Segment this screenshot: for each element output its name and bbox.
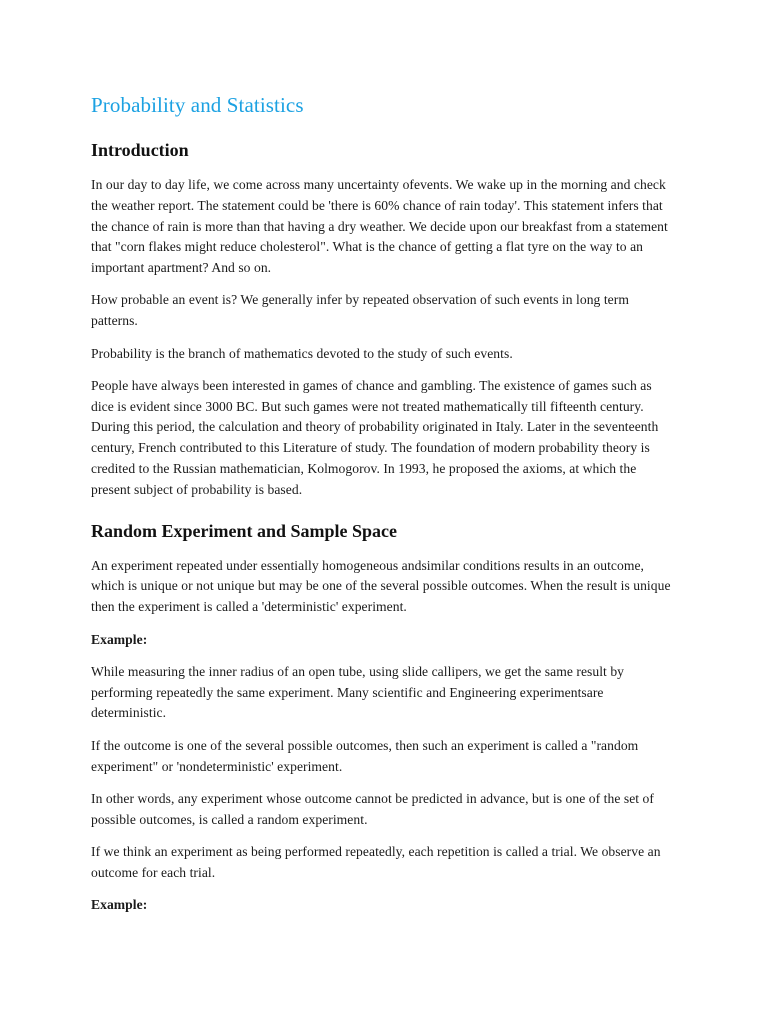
intro-paragraph-4: People have always been interested in games of chance and gambling. The existence of games such as dice is evident since 3000 BC. But such games were not treated mathematically till fifteenth century. During this period, the calculation and theory of probability originated in Italy. Later in the seventeenth century, French contributed to this Literature of study. The foundation of modern probability theory is credited to the Russian mathematician, Kolmogorov. In 1993, he proposed the axioms, at which the present subject of probability is based. xyxy=(91,377,659,497)
intro-paragraph-3: Probability is the branch of mathematics devoted to the study of such events. xyxy=(91,345,513,361)
document-title: Probability and Statistics xyxy=(91,93,304,117)
example-label-2: Example: xyxy=(91,897,148,913)
random-paragraph-2: While measuring the inner radius of an open tube, using slide callipers, we get the same result by performing repeatedly the same experiment. Many scientific and Engineering experimentsare deterministic. xyxy=(91,663,625,721)
section-heading-random-experiment: Random Experiment and Sample Space xyxy=(91,520,398,541)
section-heading-introduction: Introduction xyxy=(91,140,189,160)
intro-paragraph-1: In our day to day life, we come across many uncertainty ofevents. We wake up in the morning and check the weather report. The statement could be 'there is 60% chance of rain today'. This statement infers that the chance of rain is more than that having a dry weather. We decide upon our breakfast from a statement that "corn flakes might reduce cholesterol". What is the chance of getting a flat tyre on the way to an important apartment? And so on. xyxy=(91,177,668,276)
intro-paragraph-2: How probable an event is? We generally infer by repeated observation of such events in long term patterns. xyxy=(91,292,629,329)
example-label-1: Example: xyxy=(91,631,148,647)
random-paragraph-4: In other words, any experiment whose outcome cannot be predicted in advance, but is one of the set of possible outcomes, is called a random experiment. xyxy=(91,790,654,827)
document-page xyxy=(91,88,677,927)
section-random-experiment xyxy=(91,519,677,916)
random-paragraph-5: If we think an experiment as being performed repeatedly, each repetition is called a trial. We observe an outcome for each trial. xyxy=(91,843,661,880)
random-paragraph-3: If the outcome is one of the several possible outcomes, then such an experiment is called a "random experiment" or 'nondeterministic' experiment. xyxy=(91,737,639,774)
random-paragraph-1: An experiment repeated under essentially homogeneous andsimilar conditions results in an outcome, which is unique or not unique but may be one of the several possible outcomes. When the result is unique then the experiment is called a 'deterministic' experiment. xyxy=(91,557,671,615)
section-introduction xyxy=(91,138,677,501)
